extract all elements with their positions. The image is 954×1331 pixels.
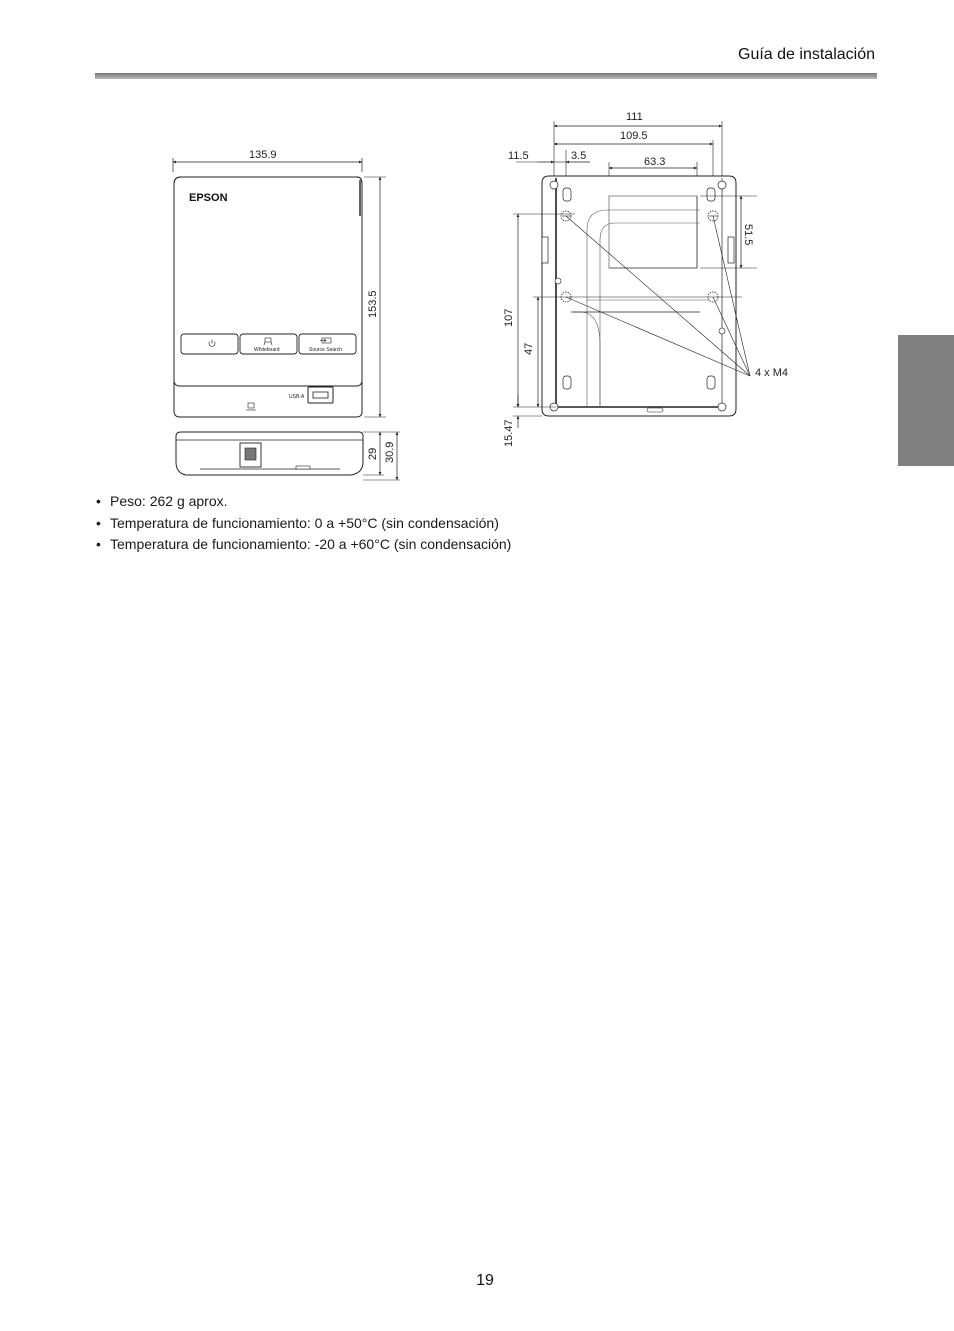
spec-list [96, 491, 511, 556]
front-height-dim: 153.5 [367, 290, 379, 318]
header-title: Guía de instalación [738, 46, 875, 63]
spec-weight: • Peso: 262 g aprox. [96, 491, 511, 513]
back-dim-47: 47 [523, 342, 535, 355]
source-search-button-label: Source Search [309, 347, 343, 353]
back-view [503, 111, 788, 447]
back-dim-109-5: 109.5 [620, 130, 648, 142]
back-dim-107: 107 [503, 308, 515, 327]
whiteboard-button-label: Whiteboard [254, 347, 280, 353]
back-dim-51-5: 51.5 [742, 224, 754, 246]
usb-a-label: USB-A [289, 394, 305, 400]
spec-operating-temp: • Temperatura de funcionamiento: 0 a +50°C (sin condensación) [96, 513, 511, 535]
front-view [173, 149, 386, 417]
side-height-dim-30-9: 30.9 [384, 441, 396, 463]
power-button[interactable] [181, 334, 238, 354]
screw-callout: 4 x M4 [755, 367, 789, 379]
side-view [176, 432, 400, 480]
page-number: 19 [476, 1272, 494, 1289]
spec-storage-temp: • Temperatura de funcionamiento: -20 a +60°C (sin condensación) [96, 534, 511, 556]
back-dim-111: 111 [626, 111, 643, 123]
front-width-dim: 135.9 [249, 149, 277, 161]
dimension-drawings [0, 0, 954, 560]
epson-logo: EPSON [189, 192, 228, 204]
back-dim-15-47: 15.47 [503, 419, 515, 447]
back-dim-3-5: 3.5 [571, 150, 587, 162]
side-height-dim-29: 29 [367, 447, 379, 460]
back-dim-11-5: 11.5 [508, 150, 529, 162]
back-dim-63-3: 63.3 [644, 156, 666, 168]
